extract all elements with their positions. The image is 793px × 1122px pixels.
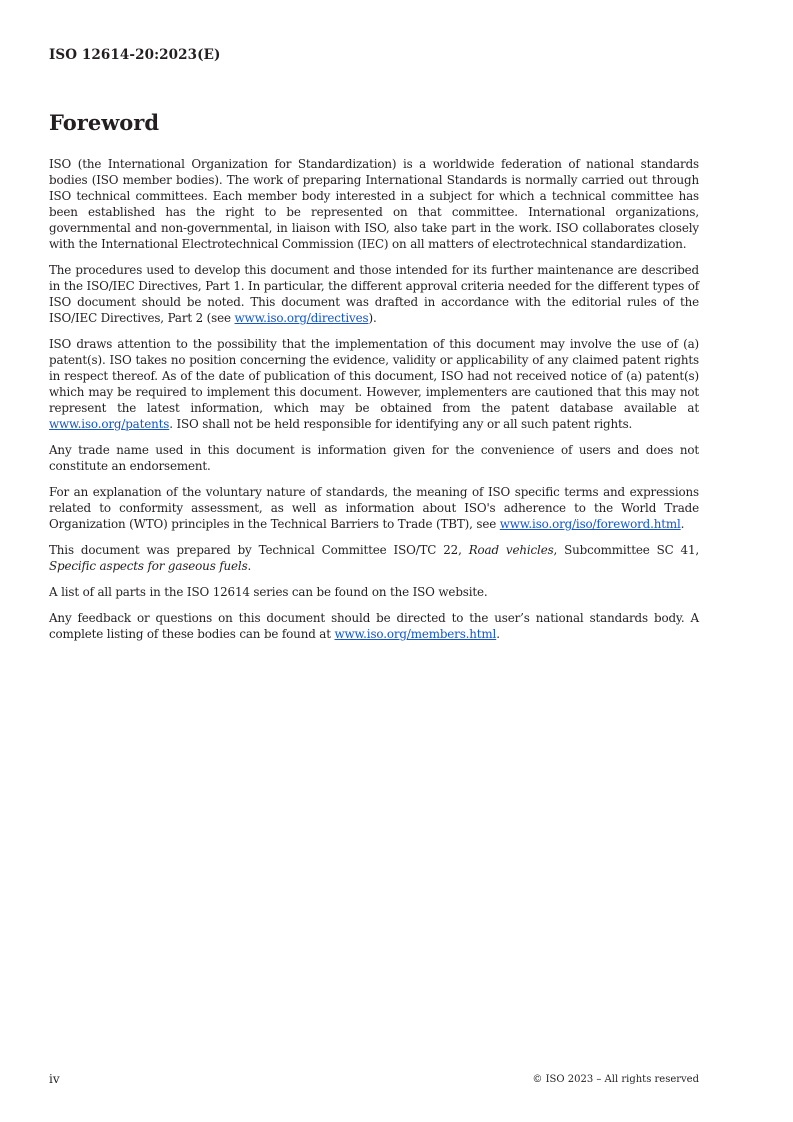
page-title: Foreword bbox=[49, 110, 160, 135]
paragraph-text: For an explanation of the voluntary nature of standards, the meaning of ISO specific terms and expressions related to conformity assessment, as well as information about ISO's adherence to the World Trade Organization (WTO) principles in the Technical Barriers to Trade (TBT), see bbox=[49, 485, 699, 531]
paragraph-text: The procedures used to develop this document and those intended for its further maintenance are described in the ISO/IEC Directives, Part 1. In particular, the different approval criteria needed for the different types of ISO document should be noted. This document was drafted in accordance with the editorial rules of the ISO/IEC Directives, Part 2 (see bbox=[49, 263, 699, 325]
foreword-link[interactable]: www.iso.org/iso/foreword.html bbox=[499, 517, 681, 531]
foreword-body bbox=[49, 156, 699, 652]
paragraph-text-end: . bbox=[496, 627, 500, 641]
paragraph-text-end: . bbox=[680, 517, 685, 531]
paragraph-iso-organization: ISO (the International Organization for Standardization) is a worldwide federation of national standards bodies (ISO member bodies). The work of preparing International Standards is normally carried out through ISO technical committees. Each member body interested in a subject for which a technical committee has been established has the right to be represented on that committee. International organizations, governmental and non-governmental, in liaison with ISO, also take part in the work. ISO collaborates closely with the International Electrotechnical Commission (IEC) on all matters of electrotechnical standardization. bbox=[49, 157, 699, 251]
paragraph-voluntary-nature bbox=[49, 484, 699, 532]
paragraph-committee bbox=[49, 542, 699, 574]
document-id: ISO 12614-20:2023(E) bbox=[49, 47, 221, 63]
committee-title: Road vehicles bbox=[468, 543, 554, 557]
paragraph-feedback bbox=[49, 610, 699, 642]
page-number: iv bbox=[49, 1072, 60, 1086]
paragraph-procedures bbox=[49, 262, 699, 326]
paragraph-text-end: . ISO shall not be held responsible for identifying any or all such patent rights. bbox=[169, 417, 633, 431]
copyright-notice: © ISO 2023 – All rights reserved bbox=[532, 1074, 699, 1085]
paragraph-text-end: . bbox=[247, 559, 252, 573]
paragraph-series-list: A list of all parts in the ISO 12614 series can be found on the ISO website. bbox=[49, 585, 488, 599]
paragraph-text-mid: , Subcommittee SC 41, bbox=[553, 543, 699, 557]
paragraph-text-end: ). bbox=[368, 311, 377, 325]
members-link[interactable]: www.iso.org/members.html bbox=[334, 627, 497, 641]
paragraph-patents bbox=[49, 336, 699, 432]
directives-link[interactable]: www.iso.org/directives bbox=[234, 311, 369, 325]
paragraph-text: ISO draws attention to the possibility that the implementation of this document may involve the use of (a) patent(s). ISO takes no position concerning the evidence, validity or applicability of any claimed patent rights in respect thereof. As of the date of publication of this document, ISO had not received notice of (a) patent(s) which may be required to implement this document. However, implementers are cautioned that this may not represent the latest information, which may be obtained from the patent database available at bbox=[49, 337, 699, 415]
paragraph-trade-name: Any trade name used in this document is information given for the convenience of users and does not constitute an endorsement. bbox=[49, 443, 699, 473]
paragraph-text: This document was prepared by Technical Committee ISO/TC 22, bbox=[49, 543, 469, 557]
patents-link[interactable]: www.iso.org/patents bbox=[49, 417, 170, 431]
subcommittee-title: Specific aspects for gaseous fuels bbox=[49, 559, 248, 573]
paragraph-text: Any feedback or questions on this document should be directed to the user’s national standards body. A complete listing of these bodies can be found at bbox=[49, 611, 699, 641]
